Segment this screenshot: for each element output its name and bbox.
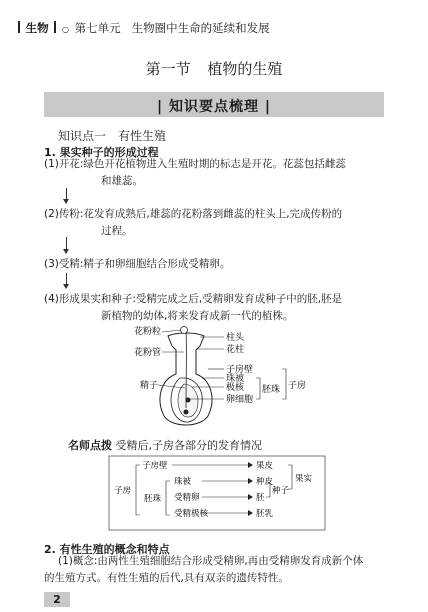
header-bar xyxy=(54,21,56,33)
chart-embryo: 胚 xyxy=(256,493,265,503)
flow-arrow xyxy=(66,188,67,203)
flow-arrow xyxy=(66,237,67,253)
step-item xyxy=(44,256,392,273)
header-bar xyxy=(18,21,20,33)
label-egg-cell: 卵细胞 xyxy=(226,395,254,405)
sub-heading-2: 2. 有性生殖的概念和特点 xyxy=(44,543,170,556)
kp1-heading: 知识点一 有性生殖 xyxy=(58,129,167,143)
tip-text: 受精后,子房各部分的发育情况 xyxy=(115,439,262,452)
lesson-title: 植物的生殖 xyxy=(207,60,283,78)
step-line: (2)传粉:花发育成熟后,雄蕊的花粉落到雌蕊的柱头上,完成传粉的 xyxy=(44,208,343,220)
step-item xyxy=(44,206,392,240)
chart-integument: 珠被 xyxy=(174,477,192,487)
chart-fruit-wall: 果皮 xyxy=(256,461,274,471)
label-ovary: 子房 xyxy=(288,381,307,391)
chart-endosperm: 胚乳 xyxy=(256,509,274,519)
label-ovule: 胚珠 xyxy=(262,385,281,395)
header-subject: 生物 xyxy=(25,21,49,35)
chart-ovary: 子房 xyxy=(114,486,132,496)
step-line: (3)受精:精子和卵细胞结合形成受精卵。 xyxy=(44,258,231,270)
step-line: 新植物的幼体,将来发育成新一代的植株。 xyxy=(101,310,294,322)
step-line: 和雄蕊。 xyxy=(101,175,143,187)
label-sperm: 精子 xyxy=(140,381,159,391)
header-unit-title: 生物圈中生命的延续和发展 xyxy=(131,21,270,35)
step-line: (1)开花:绿色开花植物进入生殖时期的标志是开花。花蕊包括雌蕊 xyxy=(44,158,346,170)
step-item xyxy=(44,156,392,190)
label-pollen: 花粉粒 xyxy=(134,327,162,337)
chart-ovary-wall: 子房壁 xyxy=(142,461,168,471)
pollen-grain xyxy=(181,327,188,334)
step-item xyxy=(44,291,392,325)
teacher-tip xyxy=(68,437,262,453)
development-chart xyxy=(108,455,328,533)
tip-label: 名师点拨 xyxy=(68,439,112,452)
chart-ovule: 胚珠 xyxy=(144,494,162,504)
label-ovary-wall: 子房壁 xyxy=(226,365,254,375)
label-pollen-tube: 花粉管 xyxy=(134,348,162,358)
running-header xyxy=(18,20,270,36)
lesson-section: 第一节 xyxy=(145,60,191,78)
bar-glyph: | xyxy=(157,99,164,115)
header-unit: 第七单元 xyxy=(74,21,121,35)
step-line: (4)形成果实和种子:受精完成之后,受精卵发育成种子中的胚,胚是 xyxy=(44,293,343,305)
chart-fertilized-egg: 受精卵 xyxy=(174,493,200,503)
section-banner xyxy=(44,92,384,117)
chart-fruit: 果实 xyxy=(295,474,313,484)
bar-glyph: | xyxy=(264,99,271,115)
banner-text: 知识要点梳理 xyxy=(169,99,259,115)
chart-seed: 种子 xyxy=(272,486,290,496)
label-stigma: 柱头 xyxy=(226,333,245,343)
circle-icon: ○ xyxy=(61,25,69,34)
polar-nuclei xyxy=(186,398,191,403)
label-style: 花柱 xyxy=(226,345,245,355)
banner-label xyxy=(44,96,384,116)
egg-cell xyxy=(184,410,189,415)
label-integument: 珠被 xyxy=(226,374,245,384)
sub-heading-1: 1. 果实种子的形成过程 xyxy=(44,146,159,159)
chart-seed-coat: 种皮 xyxy=(256,477,274,487)
pistil-diagram xyxy=(120,322,320,432)
page-number: 2 xyxy=(44,592,70,607)
chart-fertilized-polar: 受精极核 xyxy=(174,509,209,519)
definition-line1: (1)概念:由两性生殖细胞结合形成受精卵,再由受精卵发育成新个体 xyxy=(58,555,364,567)
flow-arrow xyxy=(66,273,67,288)
page-title xyxy=(0,58,428,79)
definition-line2: 的生殖方式。有性生殖的后代,具有双亲的遗传特性。 xyxy=(44,572,289,584)
step-line: 过程。 xyxy=(101,225,133,237)
label-polar-nuclei: 极核 xyxy=(226,383,245,393)
